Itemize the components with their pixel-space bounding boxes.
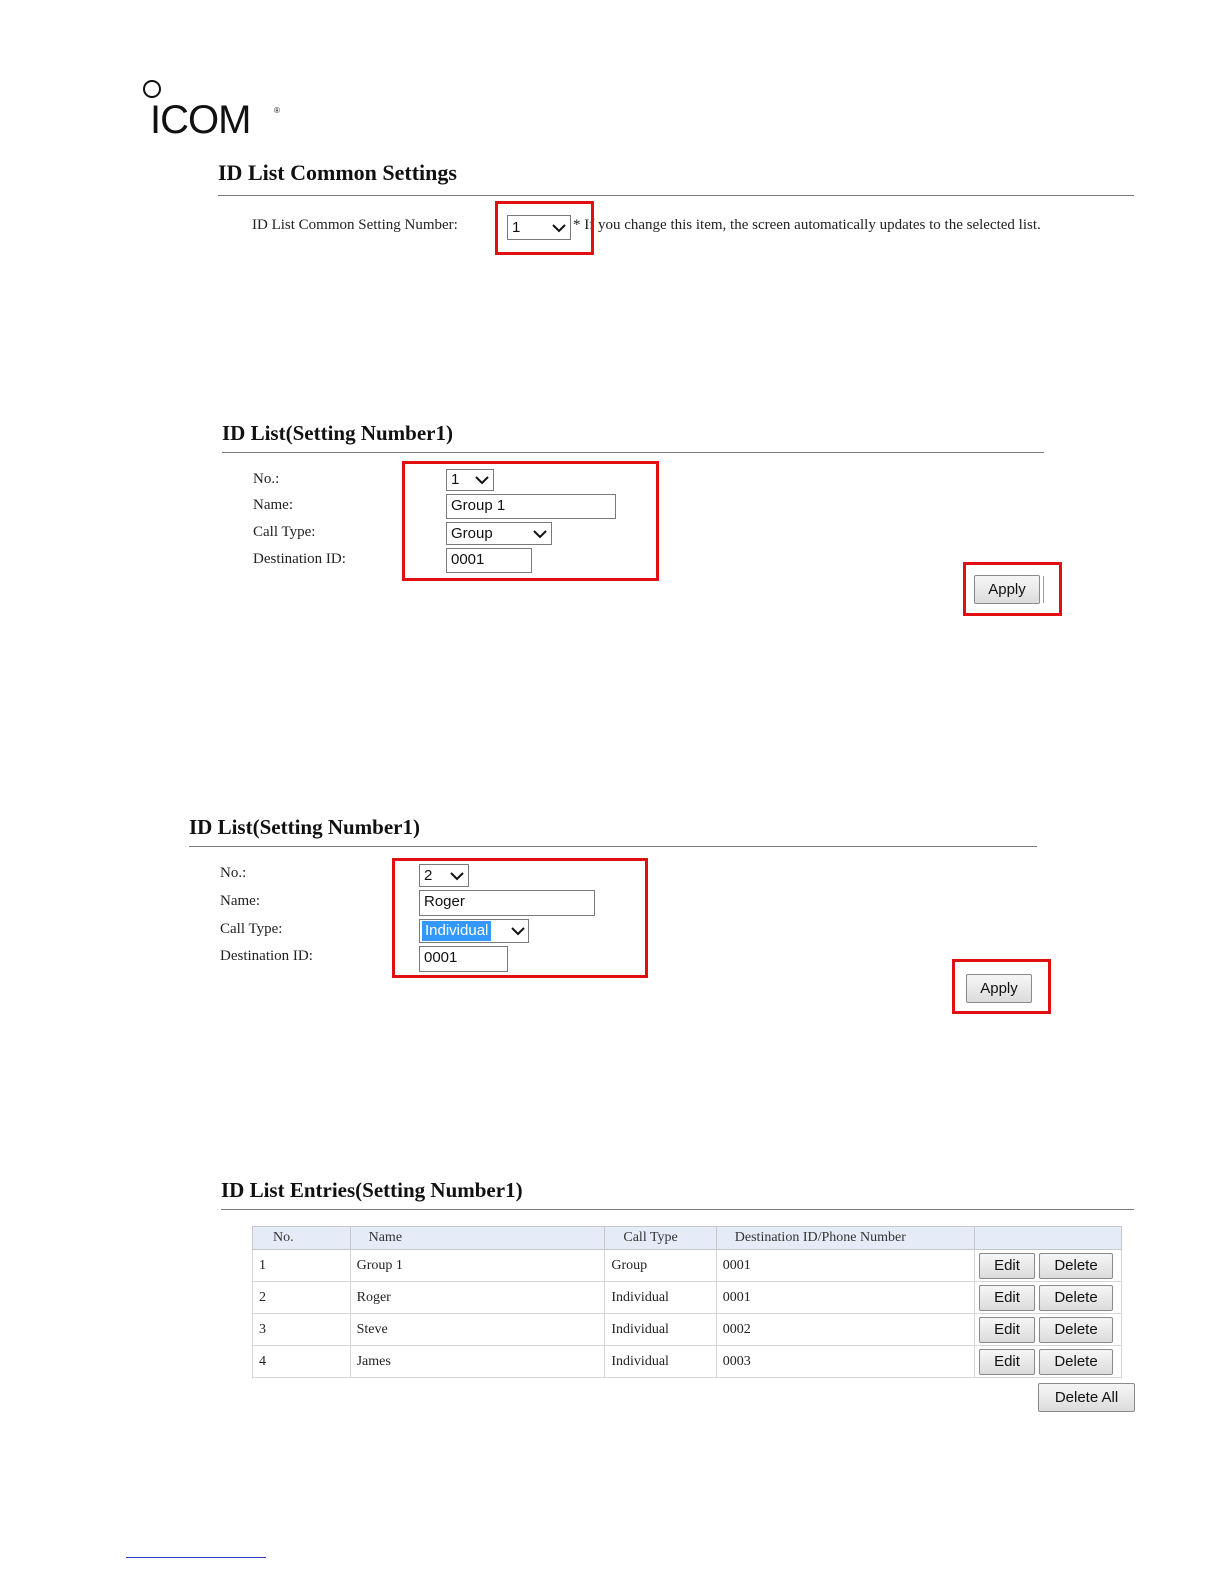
no-select-value: 1 — [451, 471, 460, 488]
cell-actions — [975, 1314, 1122, 1346]
common-setting-number-label: ID List Common Setting Number: — [252, 217, 458, 233]
cell-no: 2 — [253, 1282, 351, 1314]
cell-actions — [975, 1250, 1122, 1282]
destination-id-input[interactable]: 0001 — [446, 548, 532, 573]
entries-divider — [221, 1209, 1134, 1210]
table-header-row — [253, 1227, 1122, 1250]
delete-button[interactable]: Delete — [1039, 1349, 1113, 1375]
table-row — [253, 1346, 1122, 1378]
footer-link-underline — [126, 1557, 266, 1558]
no-label: No.: — [220, 865, 247, 881]
highlight-box — [402, 461, 659, 581]
cell-name: Roger — [350, 1282, 605, 1314]
cell-call-type: Group — [605, 1250, 716, 1282]
call-type-select-value: Individual — [422, 921, 491, 941]
cell-no: 4 — [253, 1346, 351, 1378]
id-list-1-divider — [222, 452, 1044, 453]
cell-actions — [975, 1282, 1122, 1314]
cell-name: Group 1 — [350, 1250, 605, 1282]
cell-destination: 0002 — [716, 1314, 974, 1346]
id-list-1-title: ID List(Setting Number1) — [222, 421, 453, 445]
highlight-box — [392, 858, 648, 978]
destination-id-label: Destination ID: — [220, 948, 313, 964]
destination-id-label: Destination ID: — [253, 551, 346, 567]
destination-id-input[interactable]: 0001 — [419, 946, 508, 972]
call-type-label: Call Type: — [220, 921, 283, 937]
cell-name: Steve — [350, 1314, 605, 1346]
id-list-2-title: ID List(Setting Number1) — [189, 815, 420, 839]
id-list-2-divider — [189, 846, 1037, 847]
delete-button[interactable]: Delete — [1039, 1253, 1113, 1279]
cell-actions — [975, 1346, 1122, 1378]
logo-ring-icon — [143, 80, 161, 98]
highlight-box — [952, 959, 1051, 1014]
auto-update-note: * If you change this item, the screen automatically updates to the selected list. — [573, 217, 1041, 233]
no-label: No.: — [253, 471, 280, 487]
cell-destination: 0001 — [716, 1282, 974, 1314]
header-actions — [975, 1227, 1122, 1250]
delete-button[interactable]: Delete — [1039, 1285, 1113, 1311]
cell-call-type: Individual — [605, 1282, 716, 1314]
common-setting-number-value: 1 — [512, 218, 521, 236]
cell-no: 1 — [253, 1250, 351, 1282]
call-type-select-value: Group — [451, 524, 493, 542]
name-input[interactable]: Group 1 — [446, 494, 616, 519]
name-input[interactable]: Roger — [419, 890, 595, 916]
table-row — [253, 1282, 1122, 1314]
header-no: No. — [253, 1227, 351, 1250]
apply-button[interactable]: Apply — [974, 575, 1040, 604]
icom-logo — [140, 76, 290, 146]
header-call-type: Call Type — [605, 1227, 716, 1250]
table-row — [253, 1314, 1122, 1346]
delete-all-button[interactable]: Delete All — [1038, 1383, 1135, 1412]
header-destination: Destination ID/Phone Number — [716, 1227, 974, 1250]
cell-destination: 0001 — [716, 1250, 974, 1282]
call-type-label: Call Type: — [253, 524, 316, 540]
highlight-box — [963, 562, 1062, 616]
cell-call-type: Individual — [605, 1346, 716, 1378]
edit-button[interactable]: Edit — [979, 1285, 1035, 1311]
cell-no: 3 — [253, 1314, 351, 1346]
name-label: Name: — [253, 497, 293, 513]
entries-table — [252, 1226, 1122, 1378]
table-row — [253, 1250, 1122, 1282]
apply-button[interactable]: Apply — [966, 974, 1032, 1003]
entries-title: ID List Entries(Setting Number1) — [221, 1178, 523, 1202]
highlight-box — [495, 201, 594, 255]
name-label: Name: — [220, 893, 260, 909]
registered-mark: ® — [274, 106, 280, 115]
edit-button[interactable]: Edit — [979, 1349, 1035, 1375]
cell-name: James — [350, 1346, 605, 1378]
common-settings-divider — [218, 195, 1134, 196]
edit-button[interactable]: Edit — [979, 1253, 1035, 1279]
no-select-value: 2 — [424, 866, 433, 884]
header-name: Name — [350, 1227, 605, 1250]
common-settings-title: ID List Common Settings — [218, 160, 457, 185]
cell-call-type: Individual — [605, 1314, 716, 1346]
delete-button[interactable]: Delete — [1039, 1317, 1113, 1343]
cell-destination: 0003 — [716, 1346, 974, 1378]
logo-text: ICOM — [150, 98, 251, 142]
edit-button[interactable]: Edit — [979, 1317, 1035, 1343]
